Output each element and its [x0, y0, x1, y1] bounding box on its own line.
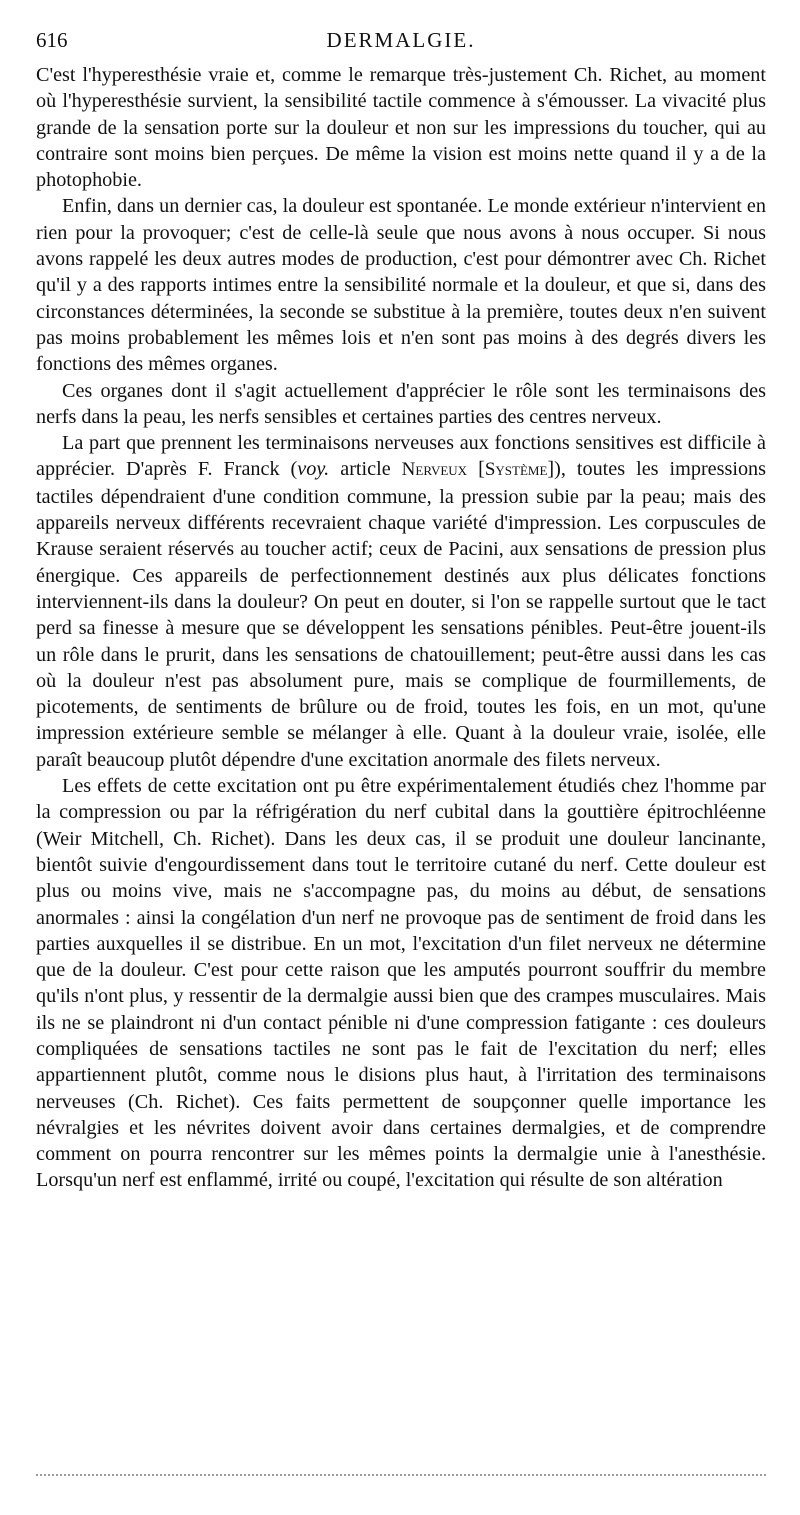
cross-reference-nerveux: Nerveux	[401, 459, 468, 481]
paragraph-4-part-d: ]), toutes les impressions tactiles dépendraient d'une condition commune, la pression subie par la peau; mais des appareils nerveux différents recevraient chaque variété d'impression. Les corpuscules de Krause seraient réservés au toucher actif; ceux de Pacini, aux sensations de pression plus énergique. Ces appareils de perfectionnement destinés aux plus délicates fonctions interviennent-ils dans la douleur? On peut en douter, si l'on se rappelle surtout que le tact perd sa finesse à mesure que se développent les sensations pénibles. Peut-être jouent-ils un rôle dans le prurit, dans les sensations de chatouillement; peut-être aussi dans les cas où la douleur n'est pas absolument pure, mais se complique de fourmillements, de picotements, de sentiments de brûlure ou de froid, toutes les fois, en un mot, qu'une impression extérieure semble se mélanger à elle. Quant à la douleur vraie, isolée, elle paraît beaucoup plutôt dépendre d'une excitation anormale des filets nerveux.	[36, 458, 766, 771]
cross-reference-systeme: Système	[484, 459, 548, 481]
footer-dotted-rule	[36, 1474, 766, 1476]
paragraph-4	[36, 430, 766, 773]
voy-abbreviation: voy.	[297, 458, 330, 481]
running-title: DERMALGIE.	[326, 28, 476, 52]
paragraph-4-part-a: La part que prennent les terminaisons nerveuses aux fonctions sensitives est difficile à apprécier. D'après F. Franck (	[36, 432, 766, 481]
paragraph-2: Enfin, dans un dernier cas, la douleur est spontanée. Le monde extérieur n'intervient en rien pour la provoquer; c'est de celle-là seule que nous avons à nous occuper. Si nous avons rappelé les deux autres modes de production, c'est pour démontrer avec Ch. Richet qu'il y a des rapports intimes entre la sensibilité normale et la douleur, et que si, dans des circonstances déterminées, la seconde se substitue à la première, toutes deux n'en suivent pas moins probablement les mêmes lois et n'en sont pas moins à des degrés divers les fonctions des mêmes organes.	[36, 195, 766, 376]
paragraph-3: Ces organes dont il s'agit actuellement d'apprécier le rôle sont les terminaisons des nerfs dans la peau, les nerfs sensibles et certaines parties des centres nerveux.	[36, 379, 766, 428]
page-header	[36, 28, 766, 58]
paragraph-1: C'est l'hyperesthésie vraie et, comme le remarque très-justement Ch. Richet, au moment où l'hyperesthésie survient, la sensibilité tactile commence à s'émousser. La vivacité plus grande de la sensation porte sur la douleur et non sur les impressions du toucher, qui au contraire sont moins bien perçues. De même la vision est moins nette quand il y a de la photophobie.	[36, 64, 766, 192]
page-number: 616	[36, 28, 68, 52]
paragraph-4-part-c: [	[467, 458, 485, 481]
body-text	[36, 62, 766, 1194]
paragraph-5: Les effets de cette excitation ont pu être expérimentalement étudiés chez l'homme par la compression ou par la réfrigération du nerf cubital dans la gouttière épitrochléenne (Weir Mitchell, Ch. Richet). Dans les deux cas, il se produit une douleur lancinante, bientôt suivie d'engourdissement dans tout le territoire cutané du nerf. Cette douleur est plus ou moins vive, mais ne s'accompagne pas, du moins au début, de sensations anormales : ainsi la congélation d'un nerf ne provoque pas de sentiment de froid dans les parties auxquelles il se distribue. En un mot, l'excitation d'un filet nerveux ne détermine que de la douleur. C'est pour cette raison que les amputés pourront souffrir du membre qu'ils n'ont plus, y ressentir de la dermalgie aussi bien que des crampes musculaires. Mais ils ne se plaindront ni d'un contact pénible ni d'une compression fatigante : ces douleurs compliquées de sensations tactiles ne sont pas le fait de l'excitation du nerf; elles appartiennent plutôt, comme nous le disions plus haut, à l'irritation des terminaisons nerveuses (Ch. Richet). Ces faits permettent de soupçonner quelle importance les névralgies et les névrites doivent avoir dans certaines dermalgies, et de comprendre comment on pourra rencontrer sur les mêmes points la dermalgie unie à l'anesthésie. Lorsqu'un nerf est enflammé, irrité ou coupé, l'excitation qui résulte de son altération	[36, 775, 766, 1192]
paragraph-4-part-b: article	[329, 458, 402, 481]
